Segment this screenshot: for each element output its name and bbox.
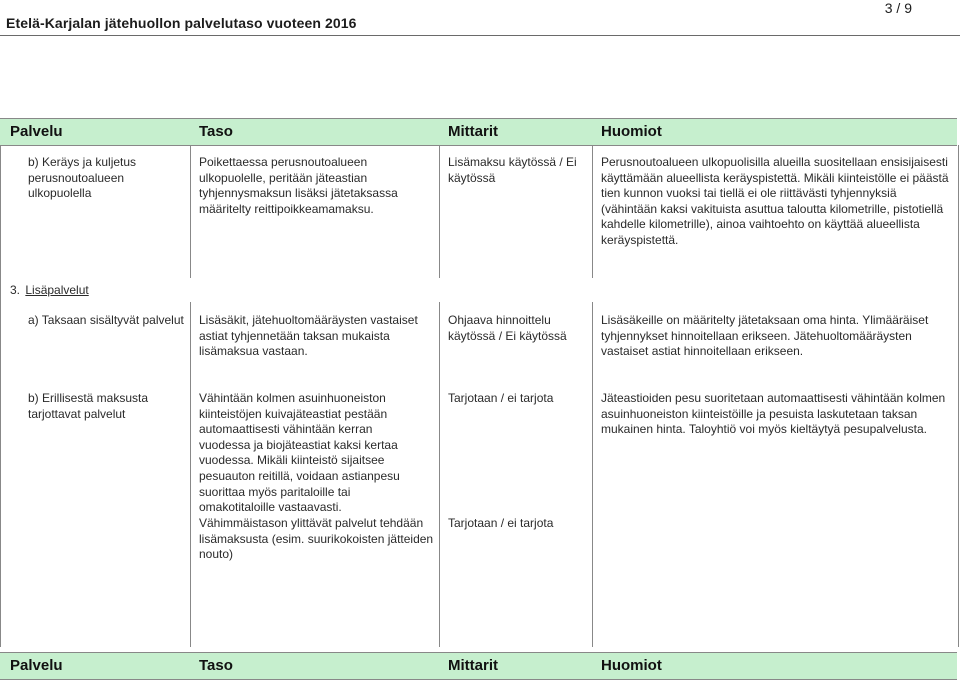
header-palvelu: Palvelu	[10, 657, 63, 674]
cell-huomiot: Lisäsäkeille on määritelty jätetaksaan oma hinta. Ylimääräiset tyhjennykset hinnoitellaan erikseen. Jätehuoltomääräysten vastaiset astiat hinnoitellaan erikseen.	[601, 313, 929, 359]
cell-mittarit: Tarjotaan / ei tarjota	[448, 516, 554, 530]
document-title: Etelä-Karjalan jätehuollon palvelutaso vuoteen 2016	[6, 15, 357, 31]
cell-taso: Vähintään kolmen asuinhuoneiston kiinteistöjen kuivajäteastiat pestään automaattisesti vähintään kerran vuodessa ja biojäteastiat kaksi kertaa vuodessa. Mikäli kiinteistö sijaitsee pesuauton reitillä, voidaan astianpesu suorittaa myös paritaloille tai omakotitaloille vastaavasti.	[199, 391, 400, 515]
header-mittarit: Mittarit	[448, 123, 498, 140]
section-number: 3.	[10, 283, 21, 297]
table-header-top	[0, 118, 957, 146]
cell-huomiot: Perusnoutoalueen ulkopuolisilla alueilla suositellaan ensisijaisesti käyttämään alueellista keräyspistettä. Mikäli kiinteistölle ei päästä tien kunnon vuoksi tai tiellä ei ole riittävästi tyhjennyksiä (vähintään kaksi vakituista asuttua taloutta kilometrille, pistotiellä kahdelle kilometrille), ainoa vaihtoehto on käyttää alueellista keräyspistettä.	[601, 155, 949, 247]
table-header-bottom	[0, 652, 957, 680]
cell-mittarit: Tarjotaan / ei tarjota	[448, 391, 554, 405]
cell-huomiot: Jäteastioiden pesu suoritetaan automaattisesti vähintään kolmen asuinhuoneiston kiinteistöille ja pesuista laskutetaan taksan mukainen hinta. Taloyhtiö voi myös kieltäytyä pesupalvelusta.	[601, 391, 946, 437]
section-title: Lisäpalvelut	[25, 283, 89, 297]
header-mittarit: Mittarit	[448, 657, 498, 674]
cell-palvelu: b) Erillisestä maksusta tarjottavat palvelut	[28, 391, 149, 421]
column-divider	[439, 302, 440, 647]
cell-taso: Poikettaessa perusnoutoalueen ulkopuolelle, peritään jäteastian tyhjennysmaksun lisäksi jätetaksassa määritelty reittipoikkeamamaksu.	[199, 155, 398, 216]
column-divider	[592, 145, 593, 278]
header-palvelu: Palvelu	[10, 123, 63, 140]
column-divider	[439, 145, 440, 278]
header-taso: Taso	[199, 657, 233, 674]
header-taso: Taso	[199, 123, 233, 140]
cell-palvelu: b) Keräys ja kuljetus perusnoutoalueen ulkopuolella	[28, 155, 137, 201]
header-huomiot: Huomiot	[601, 123, 662, 140]
page-number: 3 / 9	[884, 0, 912, 16]
section-heading	[10, 283, 89, 297]
cell-mittarit: Lisämaksu käytössä / Ei käytössä	[448, 155, 577, 185]
top-rule	[0, 35, 960, 36]
column-divider	[190, 145, 191, 278]
cell-mittarit: Ohjaava hinnoittelu käytössä / Ei käytössä	[448, 313, 567, 343]
cell-palvelu: a) Taksaan sisältyvät palvelut	[28, 313, 184, 327]
header-huomiot: Huomiot	[601, 657, 662, 674]
cell-taso: Lisäsäkit, jätehuoltomääräysten vastaiset astiat tyhjennetään taksan mukaista lisämaksua vastaan.	[199, 313, 418, 359]
column-divider	[190, 302, 191, 647]
cell-taso: Vähimmäistason ylittävät palvelut tehdään lisämaksusta (esim. suurikokoisten jätteiden nouto)	[199, 516, 434, 562]
column-divider	[592, 302, 593, 647]
